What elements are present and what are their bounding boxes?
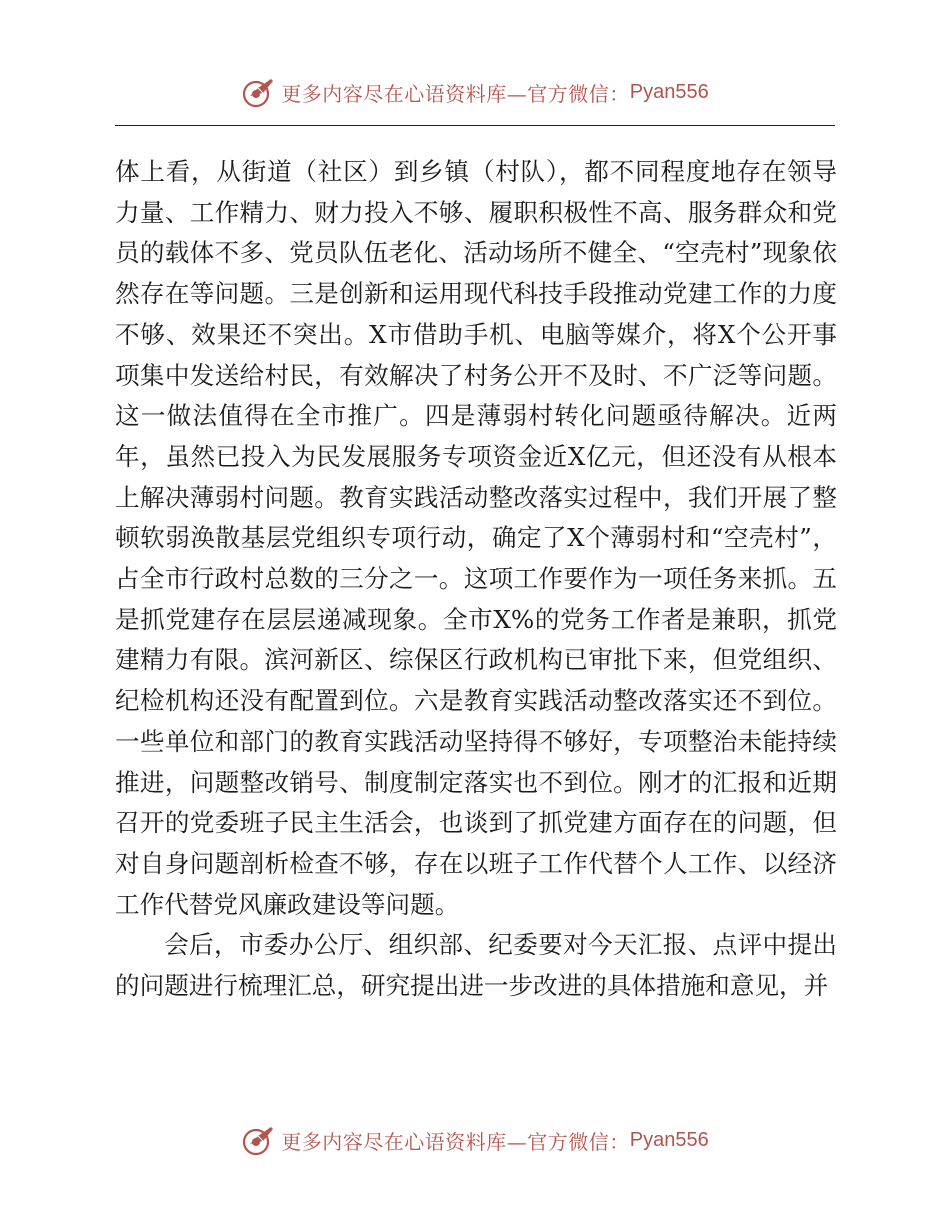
document-body: [115, 152, 837, 1007]
header-banner: [0, 70, 950, 114]
paragraph-2: 会后，市委办公厅、组织部、纪委要对今天汇报、点评中提出的问题进行梳理汇总，研究提出进一步改进的具体措施和意见，并: [115, 930, 837, 1001]
pen-logo-icon: [241, 75, 275, 109]
footer-wechat-id: Pyan556: [629, 1128, 709, 1151]
pen-logo-icon: [241, 1123, 275, 1157]
footer-banner-text: 更多内容尽在心语资料库—官方微信：: [281, 1129, 630, 1154]
header-banner-text: 更多内容尽在心语资料库—官方微信：: [281, 81, 630, 106]
header-wechat-id: Pyan556: [629, 80, 709, 103]
header-divider: [115, 125, 835, 126]
paragraph-1: 体上看，从街道（社区）到乡镇（村队），都不同程度地存在领导力量、工作精力、财力投入不够、履职积极性不高、服务群众和党员的载体不多、党员队伍老化、活动场所不健全、“空壳村”现象依然存在等问题。三是创新和运用现代科技手段推动党建工作的力度不够、效果还不突出。X市借助手机、电脑等媒介，将X个公开事项集中发送给村民，有效解决了村务公开不及时、不广泛等问题。这一做法值得在全市推广。四是薄弱村转化问题亟待解决。近两年，虽然已投入为民发展服务专项资金近X亿元，但还没有从根本上解决薄弱村问题。教育实践活动整改落实过程中，我们开展了整顿软弱涣散基层党组织专项行动，确定了X个薄弱村和“空壳村”，占全市行政村总数的三分之一。这项工作要作为一项任务来抓。五是抓党建存在层层递减现象。全市X%的党务工作者是兼职，抓党建精力有限。滨河新区、综保区行政机构已审批下来，但党组织、纪检机构还没有配置到位。六是教育实践活动整改落实还不到位。一些单位和部门的教育实践活动坚持得不够好，专项整治未能持续推进，问题整改销号、制度制定落实也不到位。刚才的汇报和近期召开的党委班子民主生活会，也谈到了抓党建方面存在的问题，但对自身问题剖析检查不够，存在以班子工作代替个人工作、以经济工作代替党风廉政建设等问题。: [115, 157, 837, 919]
footer-banner: [0, 1118, 950, 1162]
